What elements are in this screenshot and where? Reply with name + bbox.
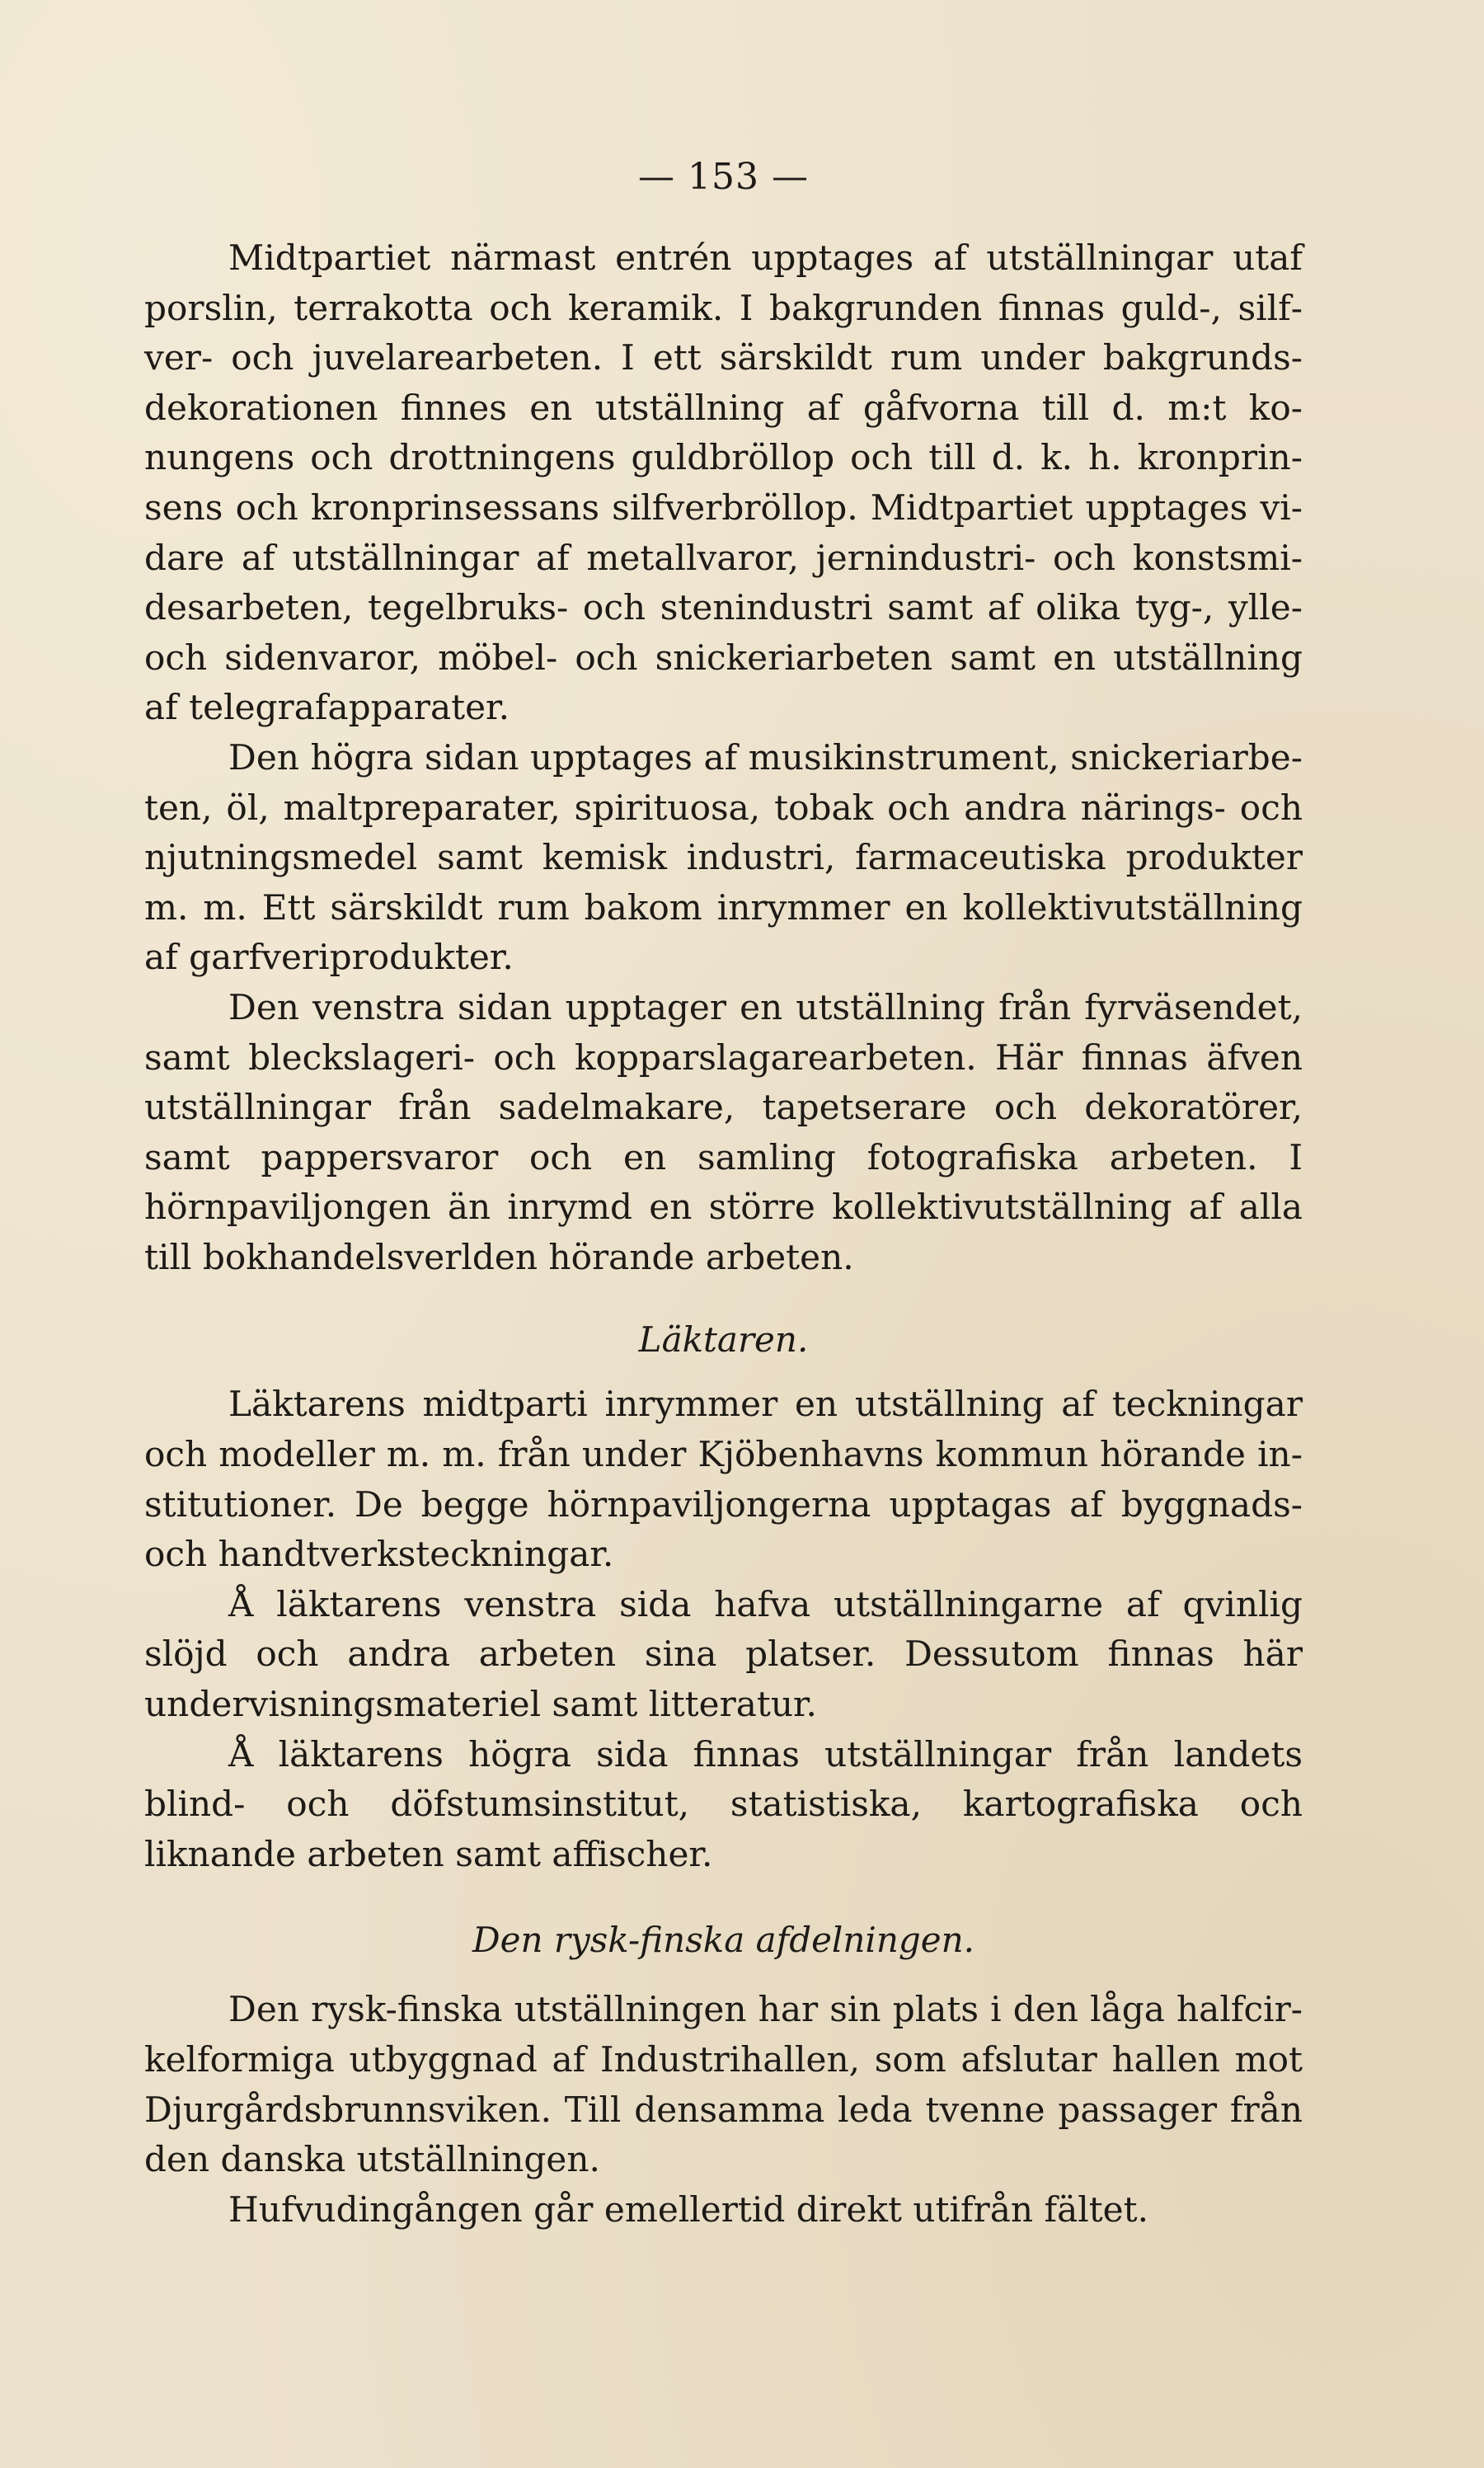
paragraph: Å läktarens venstra sida hafva utställningarne af qvinlig slöjd och andra arbeten sina platser. Dessutom finnas här undervisningsmateriel samt litteratur. bbox=[144, 1583, 1303, 1725]
section-heading: Läktaren. bbox=[638, 1319, 809, 1361]
paragraph: Å läktarens högra sida finnas utställningar från landets blind- och döfstumsinstitut, statistiska, kartografiska och liknande arbeten samt affischer. bbox=[144, 1733, 1303, 1874]
paragraph: Midtpartiet närmast entrén upptages af utställningar utaf porslin, terrakotta och keramik. I bakgrunden finnas guld-, silfver- och juvelarearbeten. I ett särskildt rum under bakgrundsdekorationen finnes en utställning af gåfvorna till d. m:t konungens och drottningens guldbröllop och till d. k. h. kronprinsens och kronprinsessans silfverbröllop. Midtpartiet upptages vidare af utställningar af metallvaror, jernindustri- och konstsmidesarbeten, tegelbruks- och stenindustri samt af olika tyg-, ylle- och sidenvaror, möbel- och snickeriarbeten samt en utställning af telegrafapparater. bbox=[144, 237, 1303, 728]
section-heading: Den rysk-finska afdelningen. bbox=[472, 1920, 975, 1961]
section-intro bbox=[144, 233, 1303, 1282]
paragraph: Den rysk-finska utställningen har sin plats i den låga halfcirkelformiga utbyggnad af Industrihallen, som afslutar hallen mot Djurgårdsbrunnsviken. Till densamma leda tvenne passager från den danska utställningen. bbox=[144, 1989, 1303, 2180]
section-laktaren bbox=[144, 1315, 1303, 1879]
paragraph: Hufvudingången går emellertid direkt utifrån fältet. bbox=[228, 2188, 1149, 2230]
page-number: — 153 — bbox=[638, 156, 809, 198]
paragraph: Den venstra sidan upptager en utställning från fyrväsendet, samt bleckslageri- och kopparslagarearbeten. Här finnas äfven utställningar från sadelmakare, tapetserare och dekoratörer, samt pappersvaror och en samling fotografiska arbeten. I hörnpaviljongen än inrymd en större kollektivutställning af alla till bokhandelsverlden hörande arbeten. bbox=[144, 986, 1303, 1277]
book-page bbox=[144, 153, 1303, 2235]
paragraph: Den högra sidan upptages af musikinstrument, snickeriarbeten, öl, maltpreparater, spirituosa, tobak och andra närings- och njutningsmedel samt kemisk industri, farmaceutiska produkter m. m. Ett särskildt rum bakom inrymmer en kollektivutställning af garfveriprodukter. bbox=[144, 736, 1303, 978]
section-rysk-finska bbox=[144, 1916, 1303, 2235]
paragraph: Läktarens midtparti inrymmer en utställning af teckningar och modeller m. m. från under Kjöbenhavns kommun hörande institutioner. De begge hörnpaviljongerna upptagas af byggnads- och handtverksteckningar. bbox=[144, 1384, 1303, 1575]
